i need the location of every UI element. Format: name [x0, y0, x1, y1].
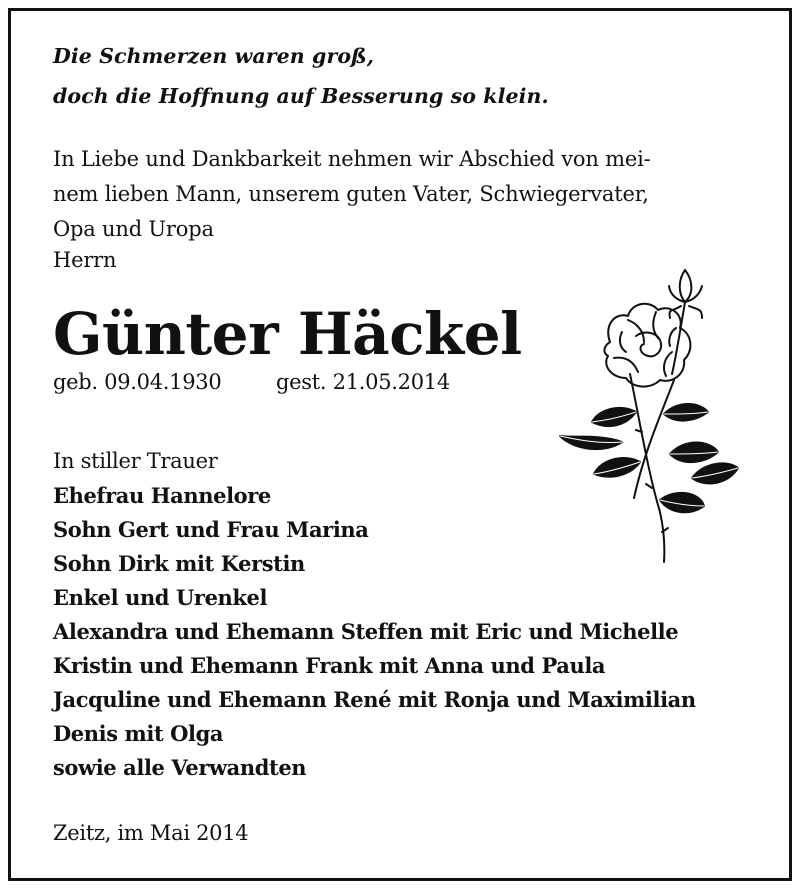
motto-line-2: doch die Hoffnung auf Besserung so klein.: [53, 84, 549, 108]
rose-icon: [552, 262, 742, 567]
mourners-heading: In stiller Trauer: [53, 449, 218, 473]
mourner-line: Enkel und Urenkel: [53, 585, 268, 610]
motto-line-1: Die Schmerzen waren groß,: [53, 44, 375, 68]
birth-date: geb. 09.04.1930: [53, 370, 222, 394]
mourner-line: Denis mit Olga: [53, 721, 224, 746]
mourner-line: Ehefrau Hannelore: [53, 483, 271, 508]
intro-line-3: Opa und Uropa: [53, 217, 214, 241]
intro-line-1: In Liebe und Dankbarkeit nehmen wir Abschied von mei-: [53, 147, 651, 171]
intro-line-4: Herrn: [53, 248, 117, 272]
mourner-line: sowie alle Verwandten: [53, 755, 307, 780]
deceased-name: Günter Häckel: [53, 300, 522, 368]
mourner-line: Sohn Gert und Frau Marina: [53, 517, 369, 542]
mourner-line: Kristin und Ehemann Frank mit Anna und Paula: [53, 653, 606, 678]
mourner-line: Jacquline und Ehemann René mit Ronja und Maximilian: [53, 687, 696, 712]
intro-line-2: nem lieben Mann, unserem guten Vater, Schwiegervater,: [53, 182, 649, 206]
death-date: gest. 21.05.2014: [276, 370, 450, 394]
mourner-line: Alexandra und Ehemann Steffen mit Eric und Michelle: [53, 619, 679, 644]
mourner-line: Sohn Dirk mit Kerstin: [53, 551, 305, 576]
place-date: Zeitz, im Mai 2014: [53, 821, 249, 845]
